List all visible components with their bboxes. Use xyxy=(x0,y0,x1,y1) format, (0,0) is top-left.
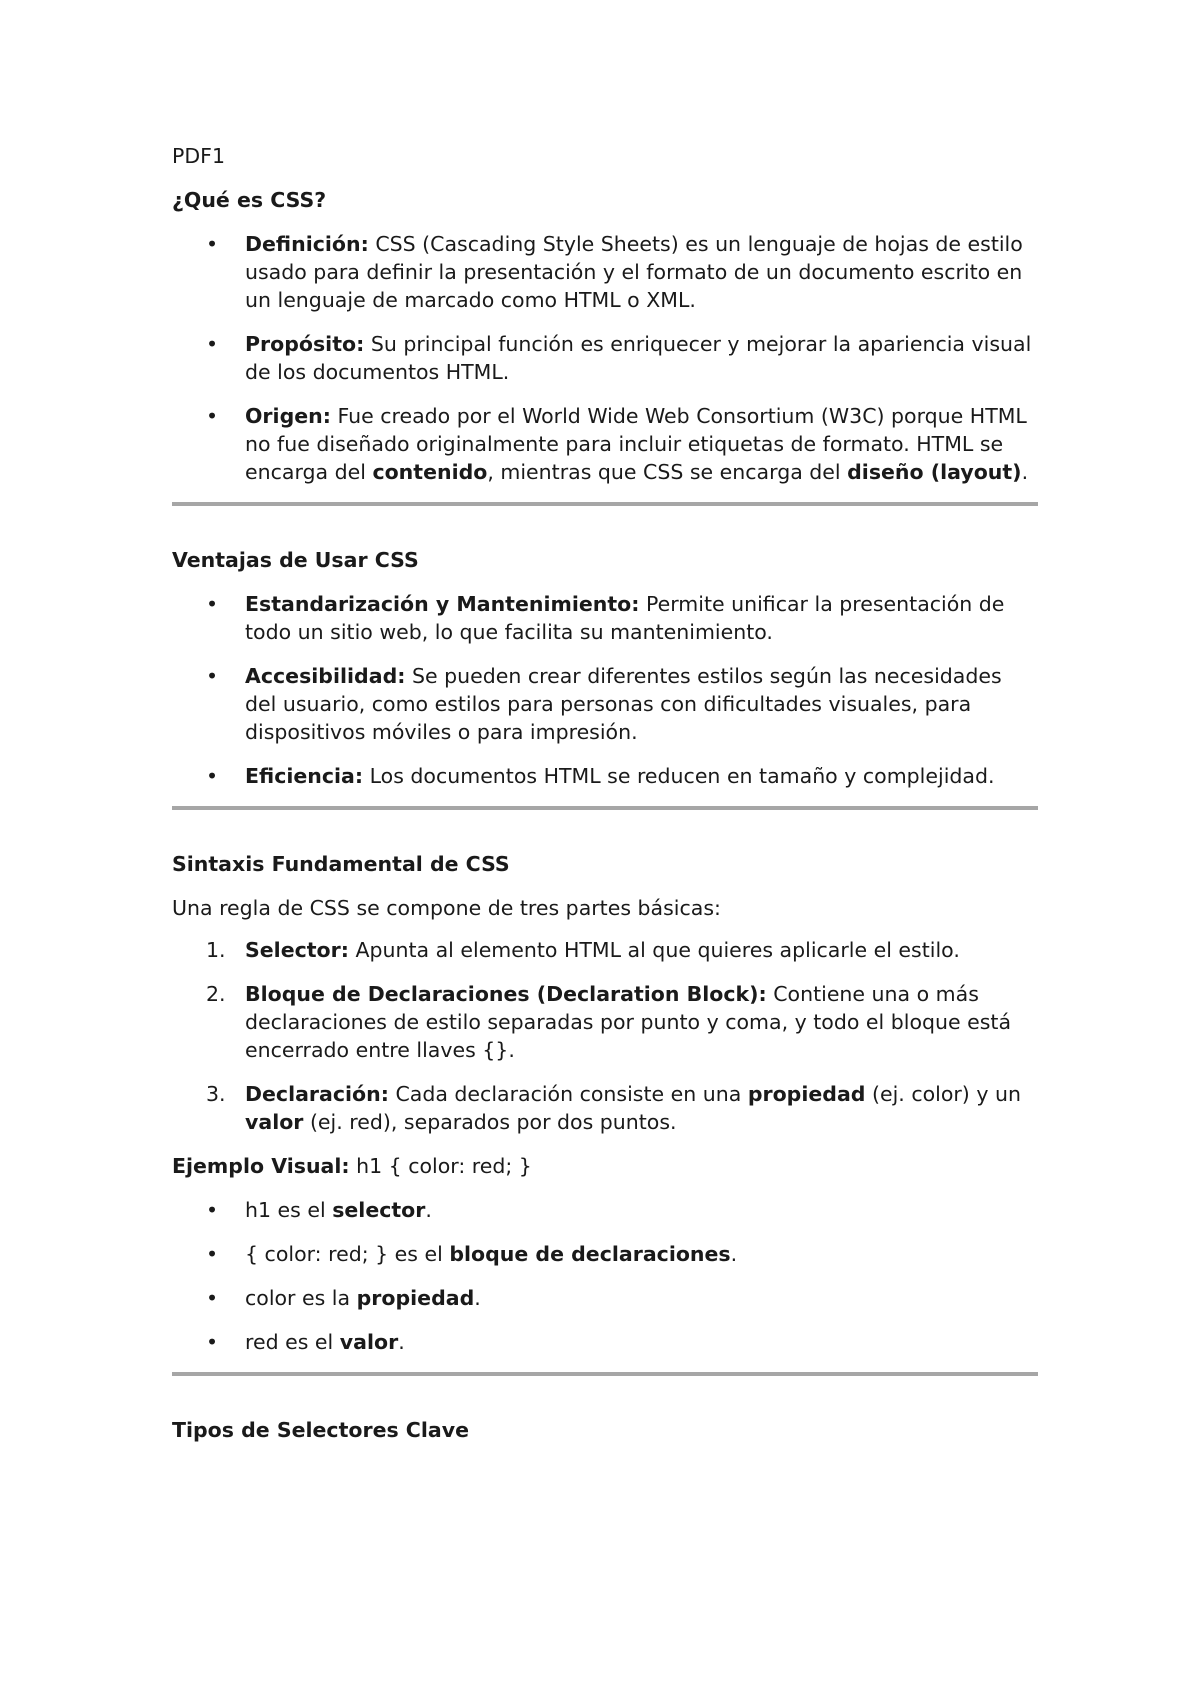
item-text: Su principal función es enriquecer y mejorar la apariencia visual de los documentos HTML. xyxy=(245,332,1032,384)
bullet-icon: • xyxy=(206,404,219,428)
bullet-icon: • xyxy=(206,1330,219,1354)
bullet-icon: • xyxy=(206,232,219,256)
ventajas-list xyxy=(172,590,1038,790)
list-number: 2. xyxy=(206,982,226,1006)
item-text: Permite unificar la presentación de todo un sitio web, lo que facilita su mantenimiento. xyxy=(245,592,1005,644)
list-item xyxy=(172,662,1038,746)
bullet-icon: • xyxy=(206,764,219,788)
bullet-icon: • xyxy=(206,592,219,616)
sintaxis-intro: Una regla de CSS se compone de tres partes básicas: xyxy=(172,896,721,920)
list-item xyxy=(172,590,1038,646)
example-line xyxy=(172,1152,1038,1180)
item-text: Los documentos HTML se reducen en tamaño y complejidad. xyxy=(363,764,995,788)
item-text: Contiene una o más declaraciones de estilo separadas por punto y coma, y todo el bloque está encerrado entre llaves {}. xyxy=(245,982,1012,1062)
item-text: (ej. color) y un xyxy=(865,1082,1021,1106)
example-label: Ejemplo Visual: xyxy=(172,1154,350,1178)
bullet-icon: • xyxy=(206,664,219,688)
list-item xyxy=(172,1080,1038,1136)
list-item xyxy=(172,936,1038,964)
list-item xyxy=(172,1196,1038,1224)
list-item xyxy=(172,1284,1038,1312)
example-code: h1 { color: red; } xyxy=(349,1154,532,1178)
item-text: Se pueden crear diferentes estilos según las necesidades del usuario, como estilos para personas con dificultades visuales, para dispositivos móviles o para impresión. xyxy=(245,664,1002,744)
item-text: Cada declaración consiste en una xyxy=(388,1082,748,1106)
item-emphasis: diseño (layout) xyxy=(847,460,1022,484)
example-list xyxy=(172,1196,1038,1356)
bullet-icon: • xyxy=(206,1286,219,1310)
bullet-icon: • xyxy=(206,1198,219,1222)
list-item xyxy=(172,230,1038,314)
horizontal-rule xyxy=(172,806,1038,810)
item-text: h1 es el xyxy=(245,1198,333,1222)
item-text: Fue creado por el World Wide Web Consortium (W3C) porque HTML no fue diseñado originalmente para incluir etiquetas de formato. HTML se encarga del xyxy=(245,404,1027,484)
item-text: CSS (Cascading Style Sheets) es un lenguaje de hojas de estilo usado para definir la presentación y el formato de un documento escrito en un lenguaje de marcado como HTML o XML. xyxy=(245,232,1023,312)
list-item xyxy=(172,402,1038,486)
item-emphasis: contenido xyxy=(372,460,488,484)
horizontal-rule xyxy=(172,1372,1038,1376)
item-text: (ej. red), separados por dos puntos. xyxy=(303,1110,677,1134)
list-item xyxy=(172,980,1038,1064)
bullet-icon: • xyxy=(206,332,219,356)
bullet-icon: • xyxy=(206,1242,219,1266)
item-term: Bloque de Declaraciones (Declaration Block): xyxy=(245,982,767,1006)
list-item xyxy=(172,1328,1038,1356)
item-text: red es el xyxy=(245,1330,340,1354)
que-es-css-list xyxy=(172,230,1038,486)
item-term: Estandarización y Mantenimiento: xyxy=(245,592,640,616)
list-item xyxy=(172,330,1038,386)
item-term: Selector: xyxy=(245,938,349,962)
item-text: . xyxy=(425,1198,432,1222)
item-term: Declaración: xyxy=(245,1082,389,1106)
item-text: , mientras que CSS se encarga del xyxy=(487,460,848,484)
section-title-tipos: Tipos de Selectores Clave xyxy=(172,1418,469,1442)
item-emphasis: valor xyxy=(245,1110,304,1134)
horizontal-rule xyxy=(172,502,1038,506)
item-text: . xyxy=(398,1330,405,1354)
item-text: . xyxy=(1021,460,1029,484)
item-term: Definición: xyxy=(245,232,369,256)
item-text: { color: red; } es el xyxy=(245,1242,450,1266)
section-title-sintaxis: Sintaxis Fundamental de CSS xyxy=(172,852,510,876)
item-emphasis: selector xyxy=(332,1198,426,1222)
item-emphasis: valor xyxy=(339,1330,399,1354)
list-number: 1. xyxy=(206,938,226,962)
list-item xyxy=(172,762,1038,790)
sintaxis-list xyxy=(172,936,1038,1136)
item-term: Origen: xyxy=(245,404,331,428)
item-text: . xyxy=(730,1242,738,1266)
section-title-ventajas: Ventajas de Usar CSS xyxy=(172,548,419,572)
item-text: color es la xyxy=(245,1286,357,1310)
list-item xyxy=(172,1240,1038,1268)
section-title-que-es-css: ¿Qué es CSS? xyxy=(172,188,327,212)
item-emphasis: propiedad xyxy=(356,1286,475,1310)
item-term: Eficiencia: xyxy=(245,764,364,788)
item-emphasis: propiedad xyxy=(747,1082,866,1106)
item-term: Accesibilidad: xyxy=(245,664,406,688)
item-text: Apunta al elemento HTML al que quieres aplicarle el estilo. xyxy=(348,938,960,962)
item-term: Propósito: xyxy=(245,332,365,356)
document-title: PDF1 xyxy=(172,144,225,168)
item-emphasis: bloque de declaraciones xyxy=(449,1242,731,1266)
document-page xyxy=(172,142,1038,1460)
list-number: 3. xyxy=(206,1082,226,1106)
item-text: . xyxy=(474,1286,481,1310)
